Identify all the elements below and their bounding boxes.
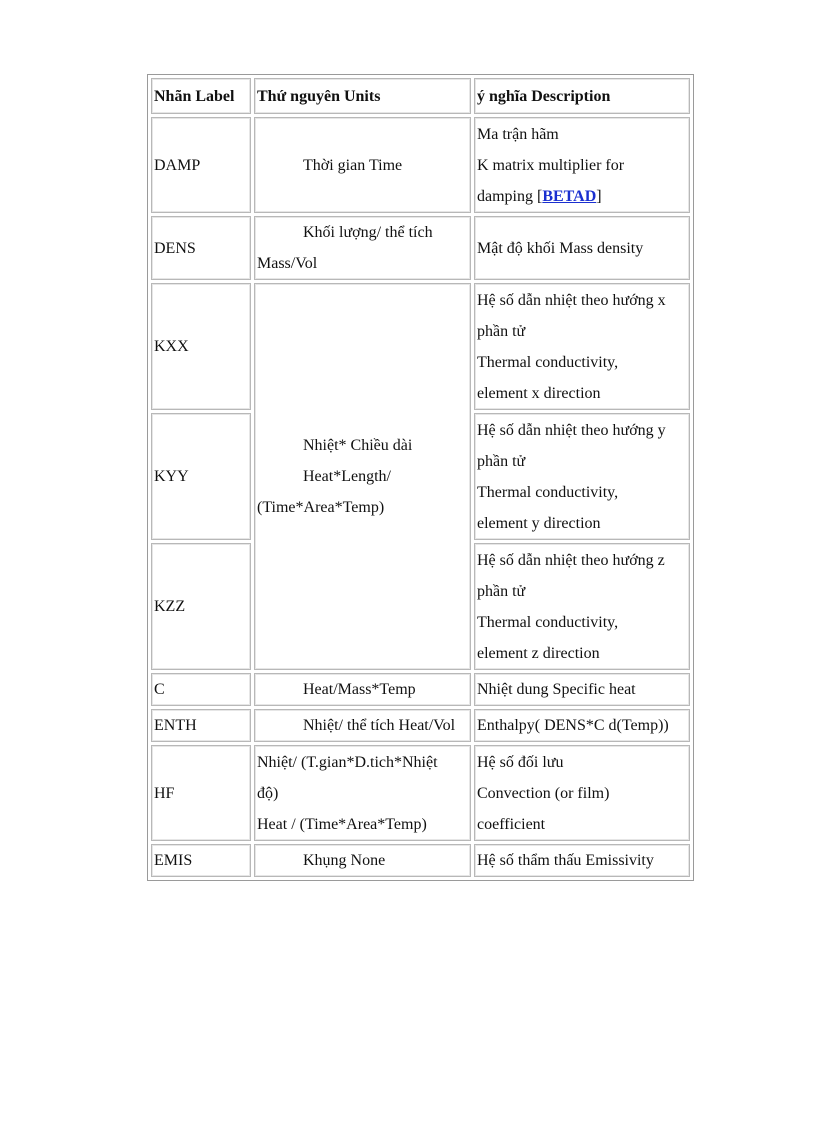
description-cell: Hệ số dẫn nhiệt theo hướng x phần tử Thermal conductivity, element x direction bbox=[474, 283, 690, 410]
description-cell: Mật độ khối Mass density bbox=[474, 216, 690, 280]
table-row bbox=[151, 745, 690, 841]
header-units: Thứ nguyên Units bbox=[254, 78, 471, 114]
label-cell: C bbox=[151, 673, 251, 706]
label-cell: DAMP bbox=[151, 117, 251, 213]
label-cell: KXX bbox=[151, 283, 251, 410]
label-cell: KYY bbox=[151, 413, 251, 540]
label-cell: HF bbox=[151, 745, 251, 841]
table-row bbox=[151, 283, 690, 410]
units-cell: Thời gian Time bbox=[254, 117, 471, 213]
header-label: Nhãn Label bbox=[151, 78, 251, 114]
units-cell: Khụng None bbox=[254, 844, 471, 877]
label-cell: EMIS bbox=[151, 844, 251, 877]
table-row bbox=[151, 216, 690, 280]
description-cell: Hệ số dẫn nhiệt theo hướng y phần tử Thermal conductivity, element y direction bbox=[474, 413, 690, 540]
description-cell: Nhiệt dung Specific heat bbox=[474, 673, 690, 706]
description-cell: Hệ số thẩm thấu Emissivity bbox=[474, 844, 690, 877]
table-row bbox=[151, 673, 690, 706]
header-description: ý nghĩa Description bbox=[474, 78, 690, 114]
betad-link[interactable]: BETAD bbox=[542, 187, 597, 205]
description-cell: Hệ số dẫn nhiệt theo hướng z phần tử Thermal conductivity, element z direction bbox=[474, 543, 690, 670]
header-row bbox=[151, 78, 690, 114]
label-cell: KZZ bbox=[151, 543, 251, 670]
description-cell: Enthalpy( DENS*C d(Temp)) bbox=[474, 709, 690, 742]
table-row bbox=[151, 844, 690, 877]
units-cell: Nhiệt/ thể tích Heat/Vol bbox=[254, 709, 471, 742]
units-cell: Khối lượng/ thể tích Mass/Vol bbox=[254, 216, 471, 280]
units-cell: Nhiệt/ (T.gian*D.tich*Nhiệt độ) Heat / (Time*Area*Temp) bbox=[254, 745, 471, 841]
table-row bbox=[151, 709, 690, 742]
label-cell: ENTH bbox=[151, 709, 251, 742]
table-row bbox=[151, 117, 690, 213]
description-cell: Ma trận hãm K matrix multiplier for damping [BETAD] bbox=[474, 117, 690, 213]
units-cell: Heat/Mass*Temp bbox=[254, 673, 471, 706]
label-cell: DENS bbox=[151, 216, 251, 280]
material-properties-table bbox=[147, 74, 694, 881]
units-cell-k: Nhiệt* Chiều dài Heat*Length/ (Time*Area*Temp) bbox=[254, 283, 471, 670]
description-cell: Hệ số đối lưu Convection (or film) coefficient bbox=[474, 745, 690, 841]
